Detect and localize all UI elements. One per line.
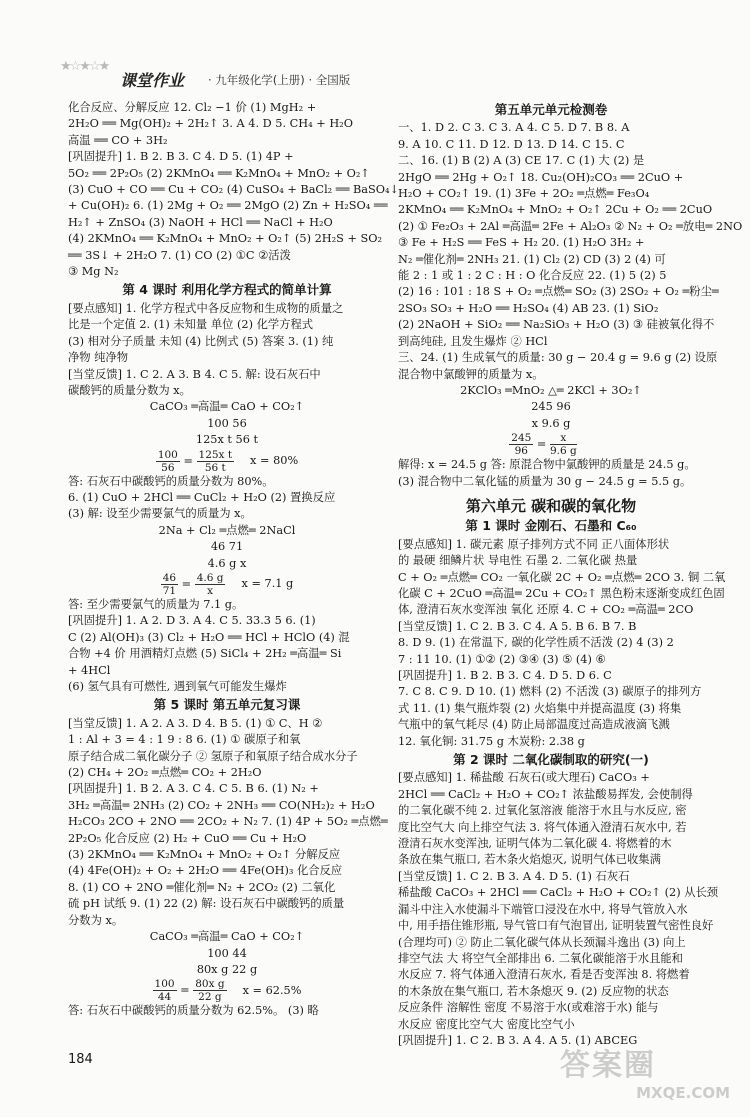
answer-line: 的 最硬 细鳞片状 导电性 石墨 2. 二氧化碳 热量: [398, 554, 638, 568]
watermark-logo: [560, 1040, 740, 1110]
answer-line: 2HCl ══ CaCl₂ + H₂O + CO₂↑ 浓盐酸易挥发, 会使制得: [398, 787, 693, 801]
answer-line: (2) ① Fe₂O₃ + 2Al ═高温═ 2Fe + Al₂O₃ ② N₂ + O₂ ═放电═ 2NO: [398, 219, 743, 233]
answer-line: 2H₂O ══ Mg(OH)₂ + 2H₂↑ 3. A 4. D 5. CH₄ + H₂O: [68, 117, 353, 131]
answer-line: 7. C 8. C 9. D 10. (1) 燃料 (2) 不活泼 (3) 碳原子的排列方: [398, 685, 702, 699]
brand-title: 课堂作业: [120, 71, 185, 90]
numerator: 80x g: [195, 978, 225, 991]
watermark-top: 答案圈: [560, 1048, 656, 1083]
answer-line: H₂CO₃ 2CO + 2NO ══ 2CO₂ + N₂ 7. (1) 4P + 5O₂ ═点燃═: [68, 815, 388, 829]
answer-line: [巩固提升] 1. A 2. D 3. A 4. C 5. 33.3 5 6. (1): [68, 614, 316, 628]
answer-line: 答: 石灰石中碳酸钙的质量分数为 80%。: [68, 474, 274, 488]
answer-line: 8. D 9. (1) 在常温下, 碳的化学性质不活泼 (2) 4 (3) 2: [398, 636, 674, 650]
answer-line: 2SO₃ SO₃ + H₂O ══ H₂SO₄ (4) AB 23. (1) SiO₂: [398, 301, 659, 315]
fraction: [161, 572, 178, 597]
answer-line: 2HgO ══ 2Hg + O₂↑ 18. Cu₂(OH)₂CO₃ ══ 2CuO +: [398, 170, 684, 184]
answer-line: 的木条放在集气瓶口, 若木条熄灭 9. (2) 反应物的状态: [398, 984, 669, 998]
result: x = 62.5%: [242, 983, 302, 997]
answer-line: [要点感知] 1. 化学方程式中各反应物和生成物的质量之: [68, 301, 344, 315]
answer-line: (3) 2KMnO₄ ══ K₂MnO₄ + MnO₂ + O₂↑ 分解反应: [68, 848, 341, 862]
answer-line: [巩固提升] 1. B 2. B 3. C 4. D 5. (1) 4P +: [68, 150, 294, 164]
answer-line: 三、24. (1) 生成氧气的质量: 30 g − 20.4 g = 9.6 g (2) 设原: [398, 351, 718, 365]
answer-line: ③ Fe + H₂S ══ FeS + H₂ 20. (1) H₂O 3H₂ +: [398, 236, 645, 250]
answer-line: 7 : 11 10. (1) ①② (2) ③④ (3) ⑤ (4) ⑥: [398, 652, 606, 666]
answer-line: C (2) Al(OH)₃ (3) Cl₂ + H₂O ══ HCl + HClO (4) 混: [68, 630, 350, 644]
right-column: [398, 100, 743, 1049]
answer-line: (4) 2KMnO₄ ══ K₂MnO₄ + MnO₂ + O₂↑ (5) 2H₂S + SO₂: [68, 232, 383, 246]
watermark-bottom: MXQE.COM: [636, 1084, 730, 1102]
answer-line: 2KMnO₄ ══ K₂MnO₄ + MnO₂ + O₂↑ 2Cu + O₂ ══ 2CuO: [398, 203, 713, 217]
answer-line: 比是一个定值 2. (1) 未知量 单位 (2) 化学方程式: [68, 318, 314, 332]
answer-line: N₂ ═催化剂═ 2NH₃ 21. (1) Cl₂ (2) CD (3) 2 (4) 可: [398, 252, 666, 266]
calc-proportion: $\frac{100}{44}$ = $\frac{\text{80x g}}{22 g}$ x = 62.5%: [154, 978, 302, 1004]
answer-line: 澄清石灰水变浑浊, 证明气体为二氧化碳 4. 将燃着的木: [398, 837, 672, 851]
answer-line: [当堂反馈] 1. C 2. A 3. B 4. C 5. 解: 设石灰石中: [68, 367, 321, 381]
star-decoration-icon: ★☆★☆★: [60, 59, 109, 74]
answer-line: 化碳 C + 2CuO ═高温═ 2Cu + CO₂↑ 黑色粉末逐渐变成红色固: [398, 586, 725, 600]
left-column: [68, 100, 400, 1020]
answer-line: H₂O + CO₂↑ 19. (1) 3Fe + 2O₂ ═点燃═ Fe₃O₄: [398, 187, 650, 201]
answer-line: ③ Mg N₂: [68, 265, 119, 279]
calc-line: 46 71: [210, 540, 244, 554]
fraction: [156, 449, 180, 474]
answer-line: 高温 ══ CO + 3H₂: [68, 133, 168, 147]
answer-line: 1 : Al + 3 = 4 : 1 9 : 8 6. (1) ① 碳原子和氧: [68, 733, 301, 747]
answer-line: 答: 至少需要氯气的质量为 7.1 g。: [68, 597, 244, 611]
fraction: [197, 449, 235, 474]
calc-line: 2Na + Cl₂ ═点燃═ 2NaCl: [158, 523, 296, 537]
answer-line: 化合反应、分解反应 12. Cl₂ −1 价 (1) MgH₂ +: [68, 101, 317, 114]
answer-line: + Cu(OH)₂ 6. (1) 2Mg + O₂ ══ 2MgO (2) Zn + H₂SO₄ ══: [68, 199, 388, 213]
answer-line: 答: 石灰石中碳酸钙的质量分数为 62.5%。 (3) 略: [68, 1004, 319, 1018]
answer-line: 漏斗中注入水使漏斗下端管口浸没在水中, 将导气管放入水: [398, 902, 688, 916]
answer-line: 反应条件 溶解性 密度 不易溶于水(或难溶于水) 能与: [398, 1001, 659, 1015]
answer-line: [要点感知] 1. 稀盐酸 石灰石(或大理石) CaCO₃ +: [398, 771, 650, 785]
answer-line: [要点感知] 1. 碳元素 原子排列方式不同 正八面体形状: [398, 537, 670, 551]
answer-line: C + O₂ ═点燃═ CO₂ 一氧化碳 2C + O₂ ═点燃═ 2CO 3. 铜 二氧: [398, 570, 726, 584]
answer-line: [当堂反馈] 1. A 2. A 3. D 4. B 5. (1) ① C、H ②: [68, 716, 323, 730]
lesson-heading: 第 4 课时 利用化学方程式的简单计算: [122, 282, 332, 298]
answer-line: 12. 氧化铜: 31.75 g 木炭粉: 2.38 g: [398, 734, 585, 748]
answer-line: 混合物中氯酸钾的质量为 x。: [398, 367, 544, 381]
answer-line: 度比空气大 向上排空气法 3. 将气体通入澄清石灰水中, 若: [398, 820, 687, 834]
result: x = 80%: [250, 454, 299, 468]
answer-line: (合理均可) ② 防止二氧化碳气体从长颈漏斗逸出 (3) 向上: [398, 935, 686, 949]
answer-line: 二、16. (1) B (2) A (3) CE 17. C (1) 大 (2) 是: [398, 154, 645, 168]
answer-line: 水反应 7. 将气体通入澄清石灰水, 看是否变浑浊 8. 将燃着: [398, 968, 690, 982]
numerator: 125x t: [198, 448, 233, 461]
fraction: [509, 432, 533, 457]
fraction: [550, 432, 577, 457]
test-heading: 第五单元单元检测卷: [494, 102, 608, 117]
calc-line: 80x g 22 g: [196, 962, 258, 976]
answer-line: 的二氧化碳不纯 2. 过氧化氢溶液 能溶于水且与水反应, 密: [398, 804, 687, 818]
answer-line: (2) CH₄ + 2O₂ ═点燃═ CO₂ + 2H₂O: [68, 766, 262, 780]
calc-line: x 9.6 g: [531, 416, 571, 430]
numerator: x: [550, 432, 577, 445]
answer-line: + 4HCl: [68, 663, 111, 677]
fraction: [193, 978, 226, 1003]
answer-line: [巩固提升] 1. B 2. A 3. C 4. C 5. B 6. (1) N₂ +: [68, 782, 319, 796]
page-header: [60, 59, 480, 92]
answer-line: 条放在集气瓶口, 若木条火焰熄灭, 说明气体已收集满: [398, 853, 661, 867]
fraction: [153, 978, 177, 1003]
answer-line: 排空气法 大 将空气全部排出 6. 二氧化碳能溶于水且能和: [398, 951, 683, 965]
answer-line: 中, 用手捂住锥形瓶, 导气管口有气泡冒出, 证明装置气密性良好: [398, 919, 714, 933]
answer-line: [巩固提升] 1. C 2. B 3. A 4. A 5. (1) ABCEG: [398, 1033, 638, 1047]
answer-line: (3) 解: 设至少需要氯气的质量为 x。: [68, 507, 252, 521]
answer-line: (4) 4Fe(OH)₂ + O₂ + 2H₂O ══ 4Fe(OH)₃ 化合反应: [68, 864, 343, 878]
fraction: [195, 572, 226, 597]
answer-line: 碳酸钙的质量分数为 x。: [68, 383, 191, 397]
answer-line: 净物 纯净物: [68, 351, 129, 365]
denominator: x: [207, 584, 214, 597]
lesson-heading: 第 2 课时 二氧化碳制取的研究(一): [453, 752, 649, 768]
calc-line: 4.6 g x: [207, 556, 247, 570]
denominator: 44: [157, 991, 172, 1004]
answer-line: 6. (1) CuO + 2HCl ══ CuCl₂ + H₂O (2) 置换反应: [68, 490, 336, 504]
answer-line: 硫 pH 试纸 9. (1) 22 (2) 解: 设石灰石中碳酸钙的质量: [68, 897, 345, 911]
denominator: 56: [161, 461, 175, 474]
calc-line: 125x t 56 t: [195, 433, 259, 447]
numerator: 100: [154, 978, 175, 991]
numerator: 4.6 g: [196, 571, 224, 584]
answer-line: 一、1. D 2. C 3. C 3. A 4. C 5. D 7. B 8. A: [398, 121, 630, 135]
numerator: 245: [511, 432, 532, 445]
answer-line: 分数为 x。: [68, 913, 124, 927]
answer-line: (3) 混合物中二氧化锰的质量为 30 g − 24.5 g = 5.5 g。: [398, 474, 692, 488]
answer-line: H₂↑ + ZnSO₄ (3) NaOH + HCl ══ NaCl + H₂O: [68, 215, 333, 229]
answer-line: [巩固提升] 1. B 2. B 3. C 4. D 5. D 6. C: [398, 669, 612, 682]
calc-line: CaCO₃ ═高温═ CaO + CO₂↑: [149, 400, 305, 414]
answer-line: 体, 澄清石灰水变浑浊 氧化 还原 4. C + CO₂ ═高温═ 2CO: [398, 603, 694, 617]
answer-line: 合物 +4 价 用酒精灯点燃 (5) SiCl₄ + 2H₂ ═高温═ Si: [68, 647, 342, 661]
answer-line: 水反应 密度比空气大 密度比空气小: [398, 1017, 575, 1031]
answer-line: ══ 3S↓ + 2H₂O 7. (1) CO (2) ①C ②活泼: [68, 248, 291, 262]
calc-proportion: $\frac{245}{96}$ = $\frac{x}{9.6 g}$: [511, 432, 577, 458]
calc-line: CaCO₃ ═高温═ CaO + CO₂↑: [149, 930, 305, 944]
calc-line: 100 44: [207, 946, 247, 960]
denominator: 9.6 g: [549, 445, 577, 458]
calc-proportion: $\frac{100}{56}$ = $\frac{\text{125x t}}{56 t}$ x = 80%: [157, 448, 299, 474]
calc-line: 100 56: [207, 416, 247, 430]
denominator: 22 g: [198, 991, 222, 1004]
answer-line: 2P₂O₅ 化合反应 (2) H₂ + CuO ══ Cu + H₂O: [68, 831, 307, 845]
answer-line: (2) 2NaOH + SiO₂ ══ Na₂SiO₃ + H₂O (3) ③ 硅被氧化得不: [398, 318, 715, 332]
answer-line: 到高纯硅, 且发生爆炸 ② HCl: [398, 334, 548, 348]
lesson-heading: 第 1 课时 金刚石、石墨和 C₆₀: [465, 518, 637, 534]
answer-line: 式 11. (1) 集气瓶炸裂 (2) 火焰集中并提高温度 (3) 将集: [398, 701, 682, 715]
calc-line: 2KClO₃ ═MnO₂ △═ 2KCl + 3O₂↑: [460, 383, 642, 397]
book-subtitle: · 九年级化学(上册) · 全国版: [208, 73, 351, 87]
answer-line: [当堂反馈] 1. C 2. B 3. A 4. D 5. (1) 石灰石: [398, 869, 630, 883]
denominator: 56 t: [204, 461, 226, 474]
answer-line: 5O₂ ══ 2P₂O₅ (2) 2KMnO₄ ══ K₂MnO₄ + MnO₂ + O₂↑: [68, 166, 370, 180]
answer-line: 9. A 10. C 11. D 12. D 13. D 14. C 15. C: [398, 137, 625, 151]
denominator: 96: [514, 445, 528, 458]
lesson-heading: 第 5 课时 第五单元复习课: [153, 697, 301, 713]
answer-line: (6) 氢气具有可燃性, 遇到氧气可能发生爆炸: [68, 680, 287, 693]
answer-line: 8. (1) CO + 2NO ═催化剂═ N₂ + 2CO₂ (2) 二氧化: [68, 880, 336, 894]
unit-heading: 第六单元 碳和碳的氧化物: [465, 496, 637, 515]
answer-line: (2) 16 : 101 : 18 S + O₂ ═点燃═ SO₂ (3) 2SO₂ + O₂ ═粉尘═: [398, 285, 719, 299]
answer-line: (3) 相对分子质量 未知 (4) 比例式 (5) 答案 3. (1) 纯: [68, 334, 334, 348]
calc-proportion: $\frac{46}{71}$ = $\frac{4.6 g}{x}$ x = 7.1 g: [162, 571, 294, 597]
result: x = 7.1 g: [241, 577, 294, 591]
calc-line: 245 96: [531, 400, 571, 414]
answer-line: 气瓶中的氧气耗尽 (4) 防止局部温度过高造成液滴飞溅: [398, 718, 670, 732]
page-number: 184: [68, 1052, 93, 1067]
answer-line: [当堂反馈] 1. C 2. B 3. C 4. A 5. B 6. B 7. B: [398, 619, 637, 633]
answer-line: 解得: x = 24.5 g 答: 原混合物中氯酸钾的质量是 24.5 g。: [398, 458, 696, 472]
numerator: 100: [157, 448, 178, 461]
answer-line: 原子结合成二氧化碳分子 ② 氢原子和氧原子结合成水分子: [68, 749, 358, 763]
denominator: 71: [162, 584, 177, 597]
answer-line: 3H₂ ═高温═ 2NH₃ (2) CO₂ + 2NH₃ ══ CO(NH₂)₂ + H₂O: [68, 798, 375, 812]
answer-line: (3) CuO + CO ══ Cu + CO₂ (4) CuSO₄ + BaCl₂ ══ BaSO₄↓: [68, 183, 400, 197]
answer-line: 稀盐酸 CaCO₃ + 2HCl ══ CaCl₂ + H₂O + CO₂↑ (2) 从长颈: [398, 886, 719, 900]
numerator: 46: [162, 571, 177, 584]
answer-line: 能 2 : 1 或 1 : 2 C : H : O 化合反应 22. (1) 5 (2) 5: [398, 269, 667, 283]
